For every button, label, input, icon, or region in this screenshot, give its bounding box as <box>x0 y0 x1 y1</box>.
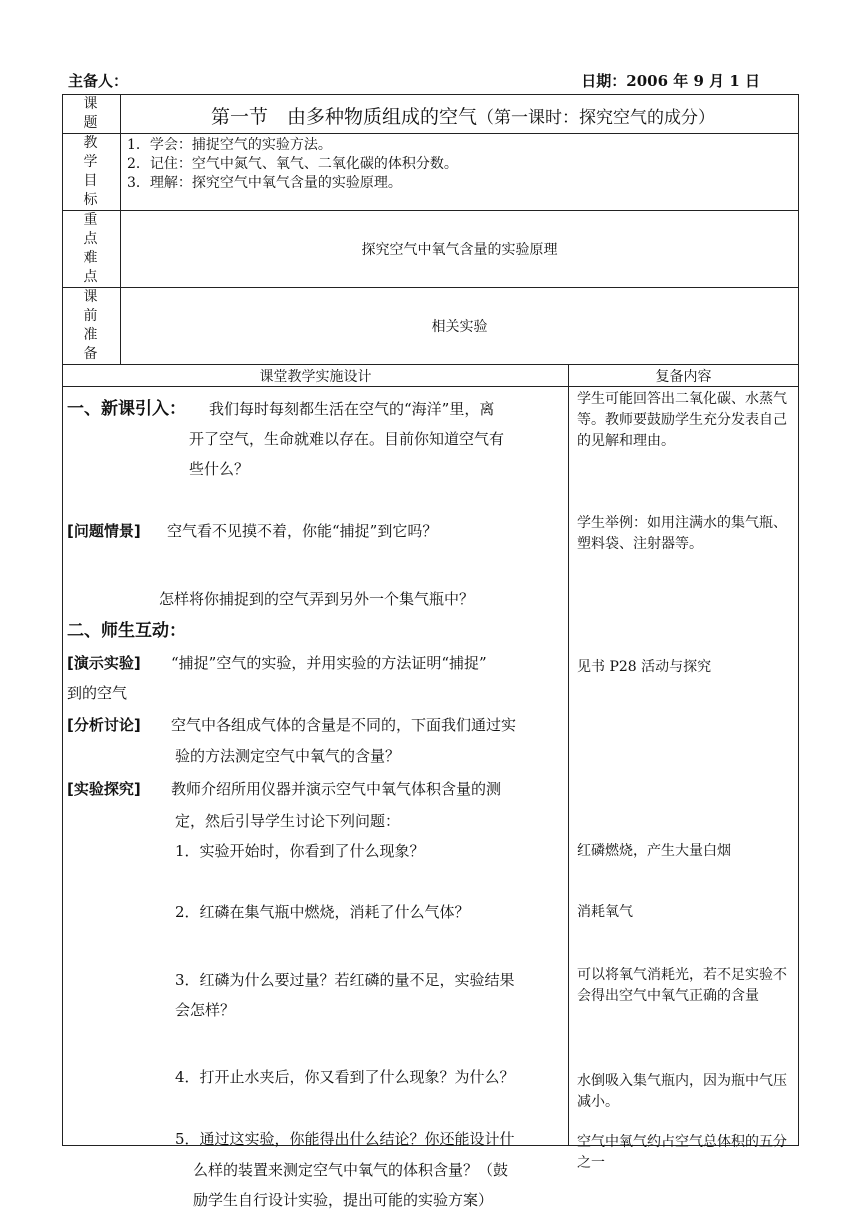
goal-item: 2．记住：空气中氮气、氧气、二氧化碳的体积分数。 <box>127 156 458 172</box>
question-item-cont: 么样的装置来测定空气中氧气的体积含量？（鼓 <box>193 1161 509 1179</box>
goals-label: 教 学 目 标 <box>63 134 121 211</box>
question-item: 4．打开止水夹后，你又看到了什么现象？为什么？ <box>175 1068 515 1086</box>
content-row <box>63 387 799 1146</box>
intro-line: 我们每时每刻都生活在空气的“海洋”里，离 <box>209 400 495 418</box>
key-row <box>63 211 799 288</box>
topic-title <box>121 95 799 134</box>
intro-line: 开了空气，生命就难以存在。目前你知道空气有 <box>189 430 505 448</box>
key-text: 探究空气中氧气含量的实验原理 <box>121 211 799 288</box>
demo-line: “捕捉”空气的实验，并用实验的方法证明“捕捉” <box>171 654 487 672</box>
question-item-cont: 励学生自行设计实验，提出可能的实验方案） <box>193 1191 494 1209</box>
note-item: 消耗氧气 <box>577 904 633 920</box>
notes-content <box>569 387 799 1171</box>
question-item: 5．通过这实验，你能得出什么结论？你还能设计什 <box>175 1130 515 1148</box>
goals-list <box>121 134 799 211</box>
date-label: 日期：2006 年 9 月 1 日 <box>581 72 760 90</box>
demo-tag: [演示实验] <box>67 654 141 672</box>
prep-row <box>63 288 799 365</box>
demo-line: 到的空气 <box>67 684 128 702</box>
goals-row <box>63 134 799 211</box>
lesson-plan-table <box>62 94 799 1209</box>
design-column-header: 课堂教学实施设计 <box>63 365 569 387</box>
note-item: 学生可能回答出二氧化碳、水蒸气等。教师要鼓励学生充分发表自己的见解和理由。 <box>577 391 787 449</box>
goal-item: 3．理解：探究空气中氧气含量的实验原理。 <box>127 175 402 191</box>
note-item: 水倒吸入集气瓶内，因为瓶中气压减小。 <box>577 1073 787 1110</box>
design-content <box>63 387 569 1209</box>
prep-label: 课 前 准 备 <box>63 288 121 365</box>
notes-column-header: 复备内容 <box>569 365 799 387</box>
experiment-line: 定，然后引导学生讨论下列问题： <box>175 812 401 830</box>
section-intro-heading: 一、新课引入： <box>67 399 186 419</box>
question-item: 1．实验开始时，你看到了什么现象？ <box>175 842 425 860</box>
question-item: 2．红磷在集气瓶中燃烧，消耗了什么气体？ <box>175 903 470 921</box>
preparer-label: 主备人： <box>68 72 129 90</box>
note-item: 见书 P28 活动与探究 <box>577 659 712 675</box>
topic-label: 课 题 <box>63 95 121 134</box>
discussion-tag: [分析讨论] <box>67 716 141 734</box>
key-label: 重 点 难 点 <box>63 211 121 288</box>
prep-text: 相关实验 <box>121 288 799 365</box>
problem-tag: [问题情景] <box>67 522 141 540</box>
experiment-line: 教师介绍所用仪器并演示空气中氧气体积含量的测 <box>171 780 502 798</box>
question-item: 3．红磷为什么要过量？若红磷的量不足，实验结果 <box>175 971 515 989</box>
topic-row <box>63 95 799 134</box>
page-header <box>62 70 798 94</box>
experiment-tag: [实验探究] <box>67 780 141 798</box>
topic-title-main: 第一节 由多种物质组成的空气 <box>211 105 478 128</box>
problem-text: 空气看不见摸不着，你能“捕捉”到它吗？ <box>167 522 438 540</box>
section-interaction-heading: 二、师生互动： <box>67 621 186 641</box>
discussion-line: 空气中各组成气体的含量是不同的，下面我们通过实 <box>171 716 517 734</box>
note-item: 红磷燃烧，产生大量白烟 <box>577 843 731 859</box>
columns-header-row <box>63 365 799 387</box>
goal-item: 1．学会：捕捉空气的实验方法。 <box>127 137 332 153</box>
note-item: 空气中氧气约占空气总体积的五分之一 <box>577 1134 787 1171</box>
discussion-line: 验的方法测定空气中氧气的含量？ <box>175 747 401 765</box>
topic-subtitle: （第一课时：探究空气的成分） <box>477 107 716 128</box>
intro-line: 些什么？ <box>189 460 250 478</box>
question-item-cont: 会怎样？ <box>175 1001 236 1019</box>
note-item: 可以将氧气消耗光，若不足实验不会得出空气中氧气正确的含量 <box>577 967 787 1004</box>
note-item: 学生举例：如用注满水的集气瓶、塑料袋、注射器等。 <box>577 515 787 552</box>
problem-text-2: 怎样将你捕捉到的空气弄到另外一个集气瓶中？ <box>159 590 475 608</box>
